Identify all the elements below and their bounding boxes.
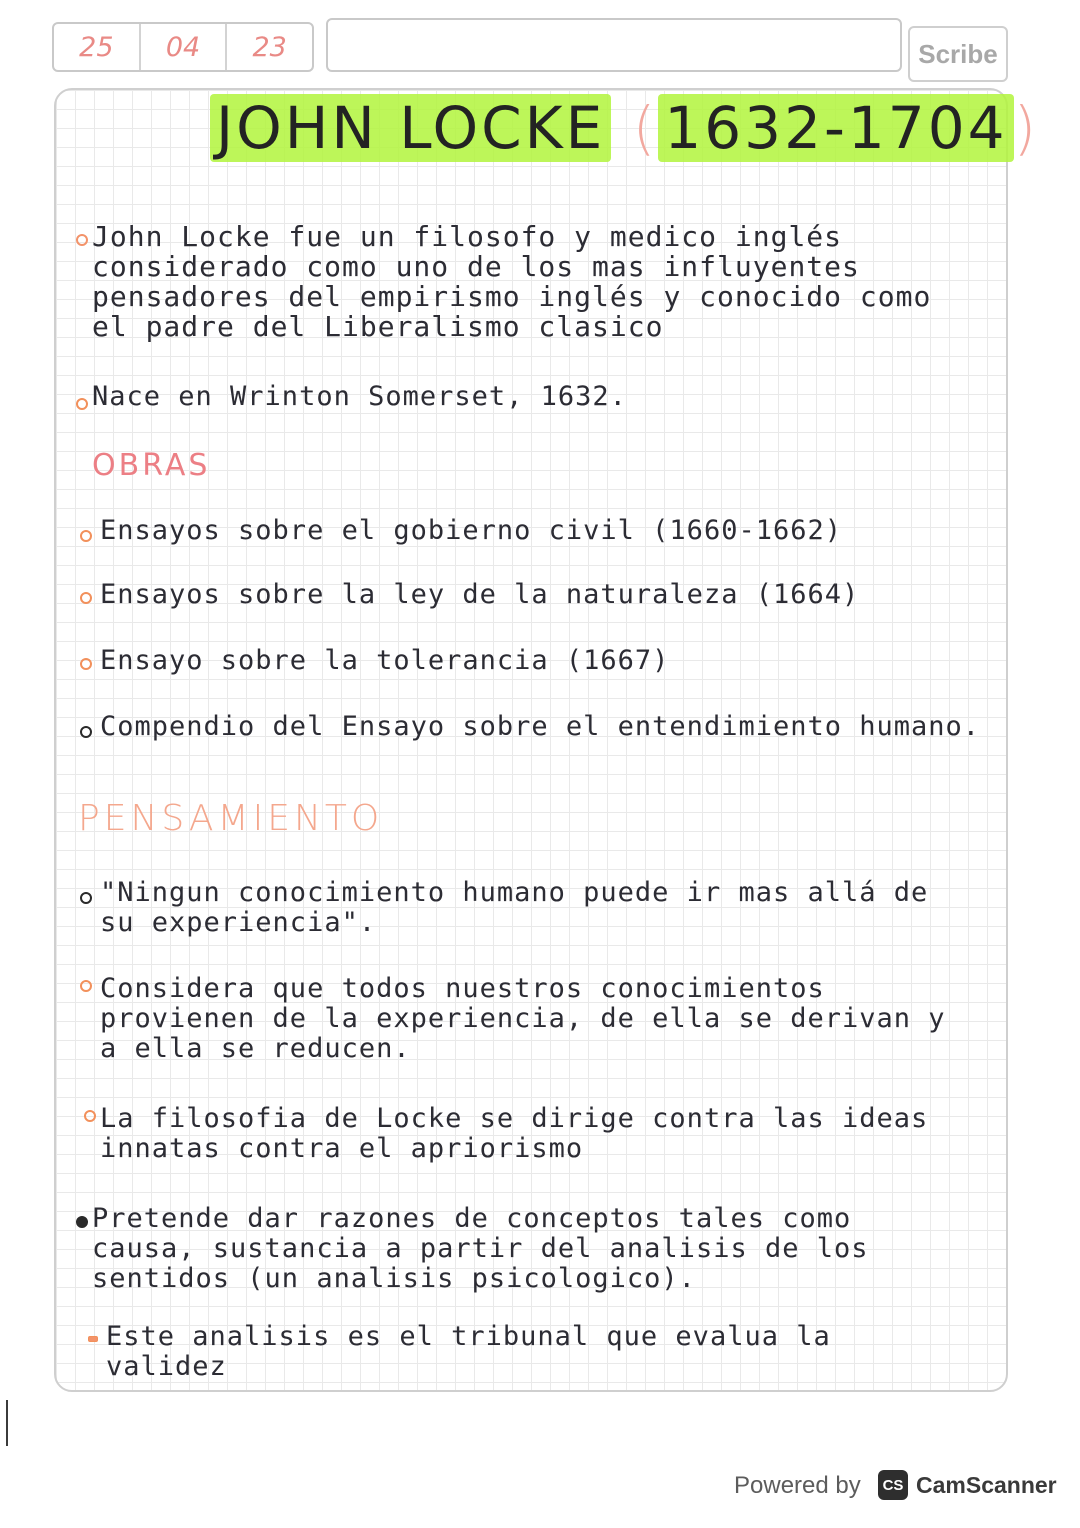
title-years: 1632-1704 [658,94,1013,162]
notebook-title-field [326,18,902,72]
dash-icon [88,1336,98,1342]
date-day: 25 [79,31,114,63]
date-year: 23 [225,24,312,70]
bullet-icon [84,1110,96,1122]
bullet-icon [80,892,92,904]
camscanner-logo [878,1470,1057,1500]
bullet-icon [80,530,92,542]
title-name: JOHN LOCKE [210,94,611,162]
bullet-icon [80,726,92,738]
brand-logo: Scribe [908,26,1008,82]
camscanner-icon: CS [878,1470,908,1500]
page-edge-mark [6,1400,8,1446]
thought-item: Este analisis es el tribunal que evalua la validez [106,1321,831,1382]
bullet-icon [76,1216,88,1228]
bullet-icon [80,980,92,992]
work-item: Compendio del Ensayo sobre el entendimiento humano. [100,711,981,742]
birth-line: Nace en Wrinton Somerset, 1632. [92,381,627,412]
thought-heading: PENSAMIENTO [78,798,384,839]
date-field [52,22,314,72]
bullet-icon [80,658,92,670]
thought-item: Considera que todos nuestros conocimientos provienen de la experiencia, de ella se derivan y a ella se reducen. [100,973,946,1064]
work-item: Ensayos sobre la ley de la naturaleza (1664) [100,579,860,610]
date-month: 04 [139,24,226,70]
thought-item: Pretende dar razones de conceptos tales como causa, sustancia a partir del analisis de los sentidos (un analisis psicologico). [92,1203,869,1294]
work-item: Ensayo sobre la tolerancia (1667) [100,645,670,676]
thought-item: "Ningun conocimiento humano puede ir mas allá de su experiencia". [100,877,929,938]
intro-paragraph: John Locke fue un filosofo y medico inglés considerado como uno de los mas influyentes pensadores del empirismo inglés y conocido como el padre del Liberalismo clasico [92,220,932,343]
works-heading: OBRAS [92,448,211,483]
work-item: Ensayos sobre el gobierno civil (1660-1662) [100,515,842,546]
bullet-icon [76,234,88,246]
camscanner-label: CamScanner [916,1471,1057,1498]
page-title: JOHN LOCKE ( 1632-1704 ) [210,94,900,194]
bullet-icon [76,398,88,410]
thought-item: La filosofia de Locke se dirige contra las ideas innatas contra el apriorismo [100,1103,929,1164]
powered-by-text: Powered by [734,1472,861,1499]
bullet-icon [80,592,92,604]
